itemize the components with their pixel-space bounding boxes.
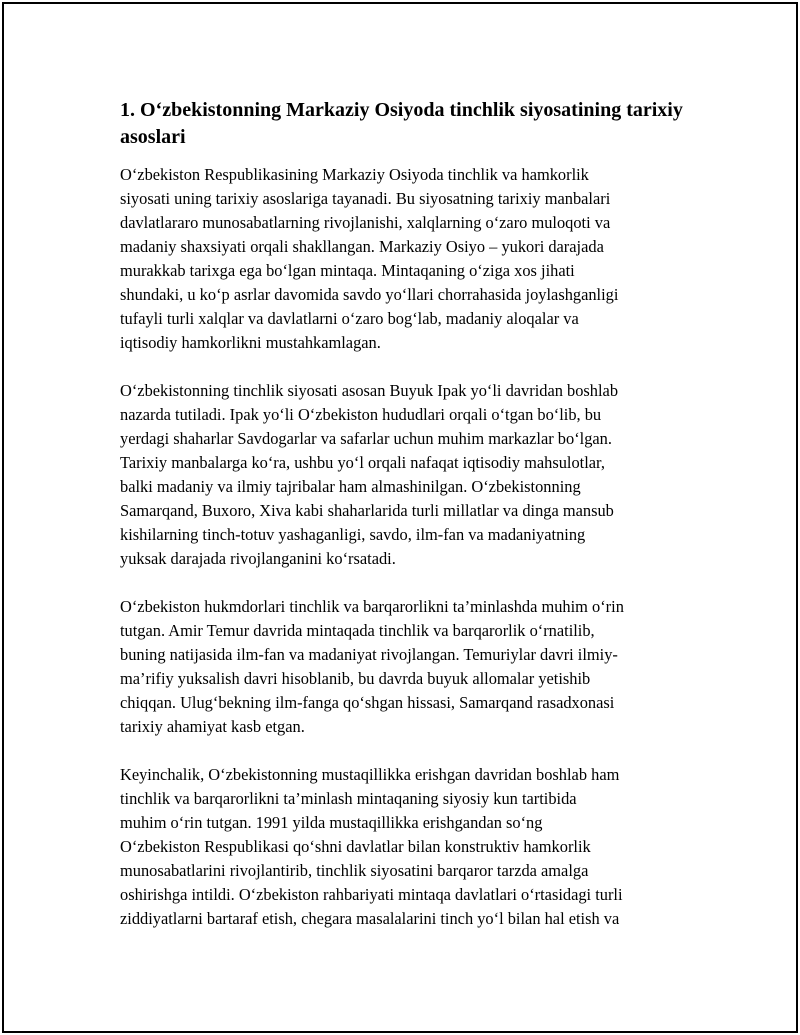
document-body [120,97,700,955]
page-frame [2,2,798,1033]
section-heading: 1. O‘zbekistonning Markaziy Osiyoda tinchlik siyosatining tarixiy asoslari [120,99,683,148]
paragraph-4: Keyinchalik, O‘zbekistonning mustaqillikka erishgan davridan boshlab ham tinchlik va barqarorlikni ta’minlash mintaqaning siyosiy kun tartibida muhim o‘rin tutgan. 1991 yilda mustaqillikka erishgandan so‘ng O‘zbekiston Respublikasi qo‘shni davlatlar bilan konstruktiv hamkorlik munosabatlarini rivojlantirib, tinchlik siyosatini barqaror tarzda amalga oshirishga intildi. O‘zbekiston rahbariyati mintaqa davlatlari o‘rtasidagi turli ziddiyatlarni bartaraf etish, chegara masalalarini tinch yo‘l bilan hal etish va [120,765,623,928]
paragraph-3: O‘zbekiston hukmdorlari tinchlik va barqarorlikni ta’minlashda muhim o‘rin tutgan. Amir Temur davrida mintaqada tinchlik va barqarorlik o‘rnatilib, buning natijasida ilm-fan va madaniyat rivojlangan. Temuriylar davri ilmiy- ma’rifiy yuksalish davri hisoblanib, bu davrda buyuk allomalar yetishib chiqqan. Ulug‘bekning ilm-fanga qo‘shgan hissasi, Samarqand rasadxonasi tarixiy ahamiyat kasb etgan. [120,597,624,736]
paragraph-1: O‘zbekiston Respublikasining Markaziy Osiyoda tinchlik va hamkorlik siyosati uning tarixiy asoslariga tayanadi. Bu siyosatning tarixiy manbalari davlatlararo munosabatlarning rivojlanishi, xalqlarning o‘zaro muloqoti va madaniy shaxsiyati orqali shakllangan. Markaziy Osiyo – yukori darajada murakkab tarixga ega bo‘lgan mintaqa. Mintaqaning o‘ziga xos jihati shundaki, u ko‘p asrlar davomida savdo yo‘llari chorrahasida joylashganligi tufayli turli xalqlar va davlatlarni o‘zaro bog‘lab, madaniy aloqalar va iqtisodiy hamkorlikni mustahkamlagan. [120,165,619,352]
paragraph-2: O‘zbekistonning tinchlik siyosati asosan Buyuk Ipak yo‘li davridan boshlab nazarda tutiladi. Ipak yo‘li O‘zbekiston hududlari orqali o‘tgan bo‘lib, bu yerdagi shaharlar Savdogarlar va safarlar uchun muhim markazlar bo‘lgan. Tarixiy manbalarga ko‘ra, ushbu yo‘l orqali nafaqat iqtisodiy mahsulotlar, balki madaniy va ilmiy tajribalar ham almashinilgan. O‘zbekistonning Samarqand, Buxoro, Xiva kabi shaharlarida turli millatlar va dinga mansub kishilarning tinch-totuv yashaganligi, savdo, ilm-fan va madaniyatning yuksak darajada rivojlanganini ko‘rsatadi. [120,381,619,568]
